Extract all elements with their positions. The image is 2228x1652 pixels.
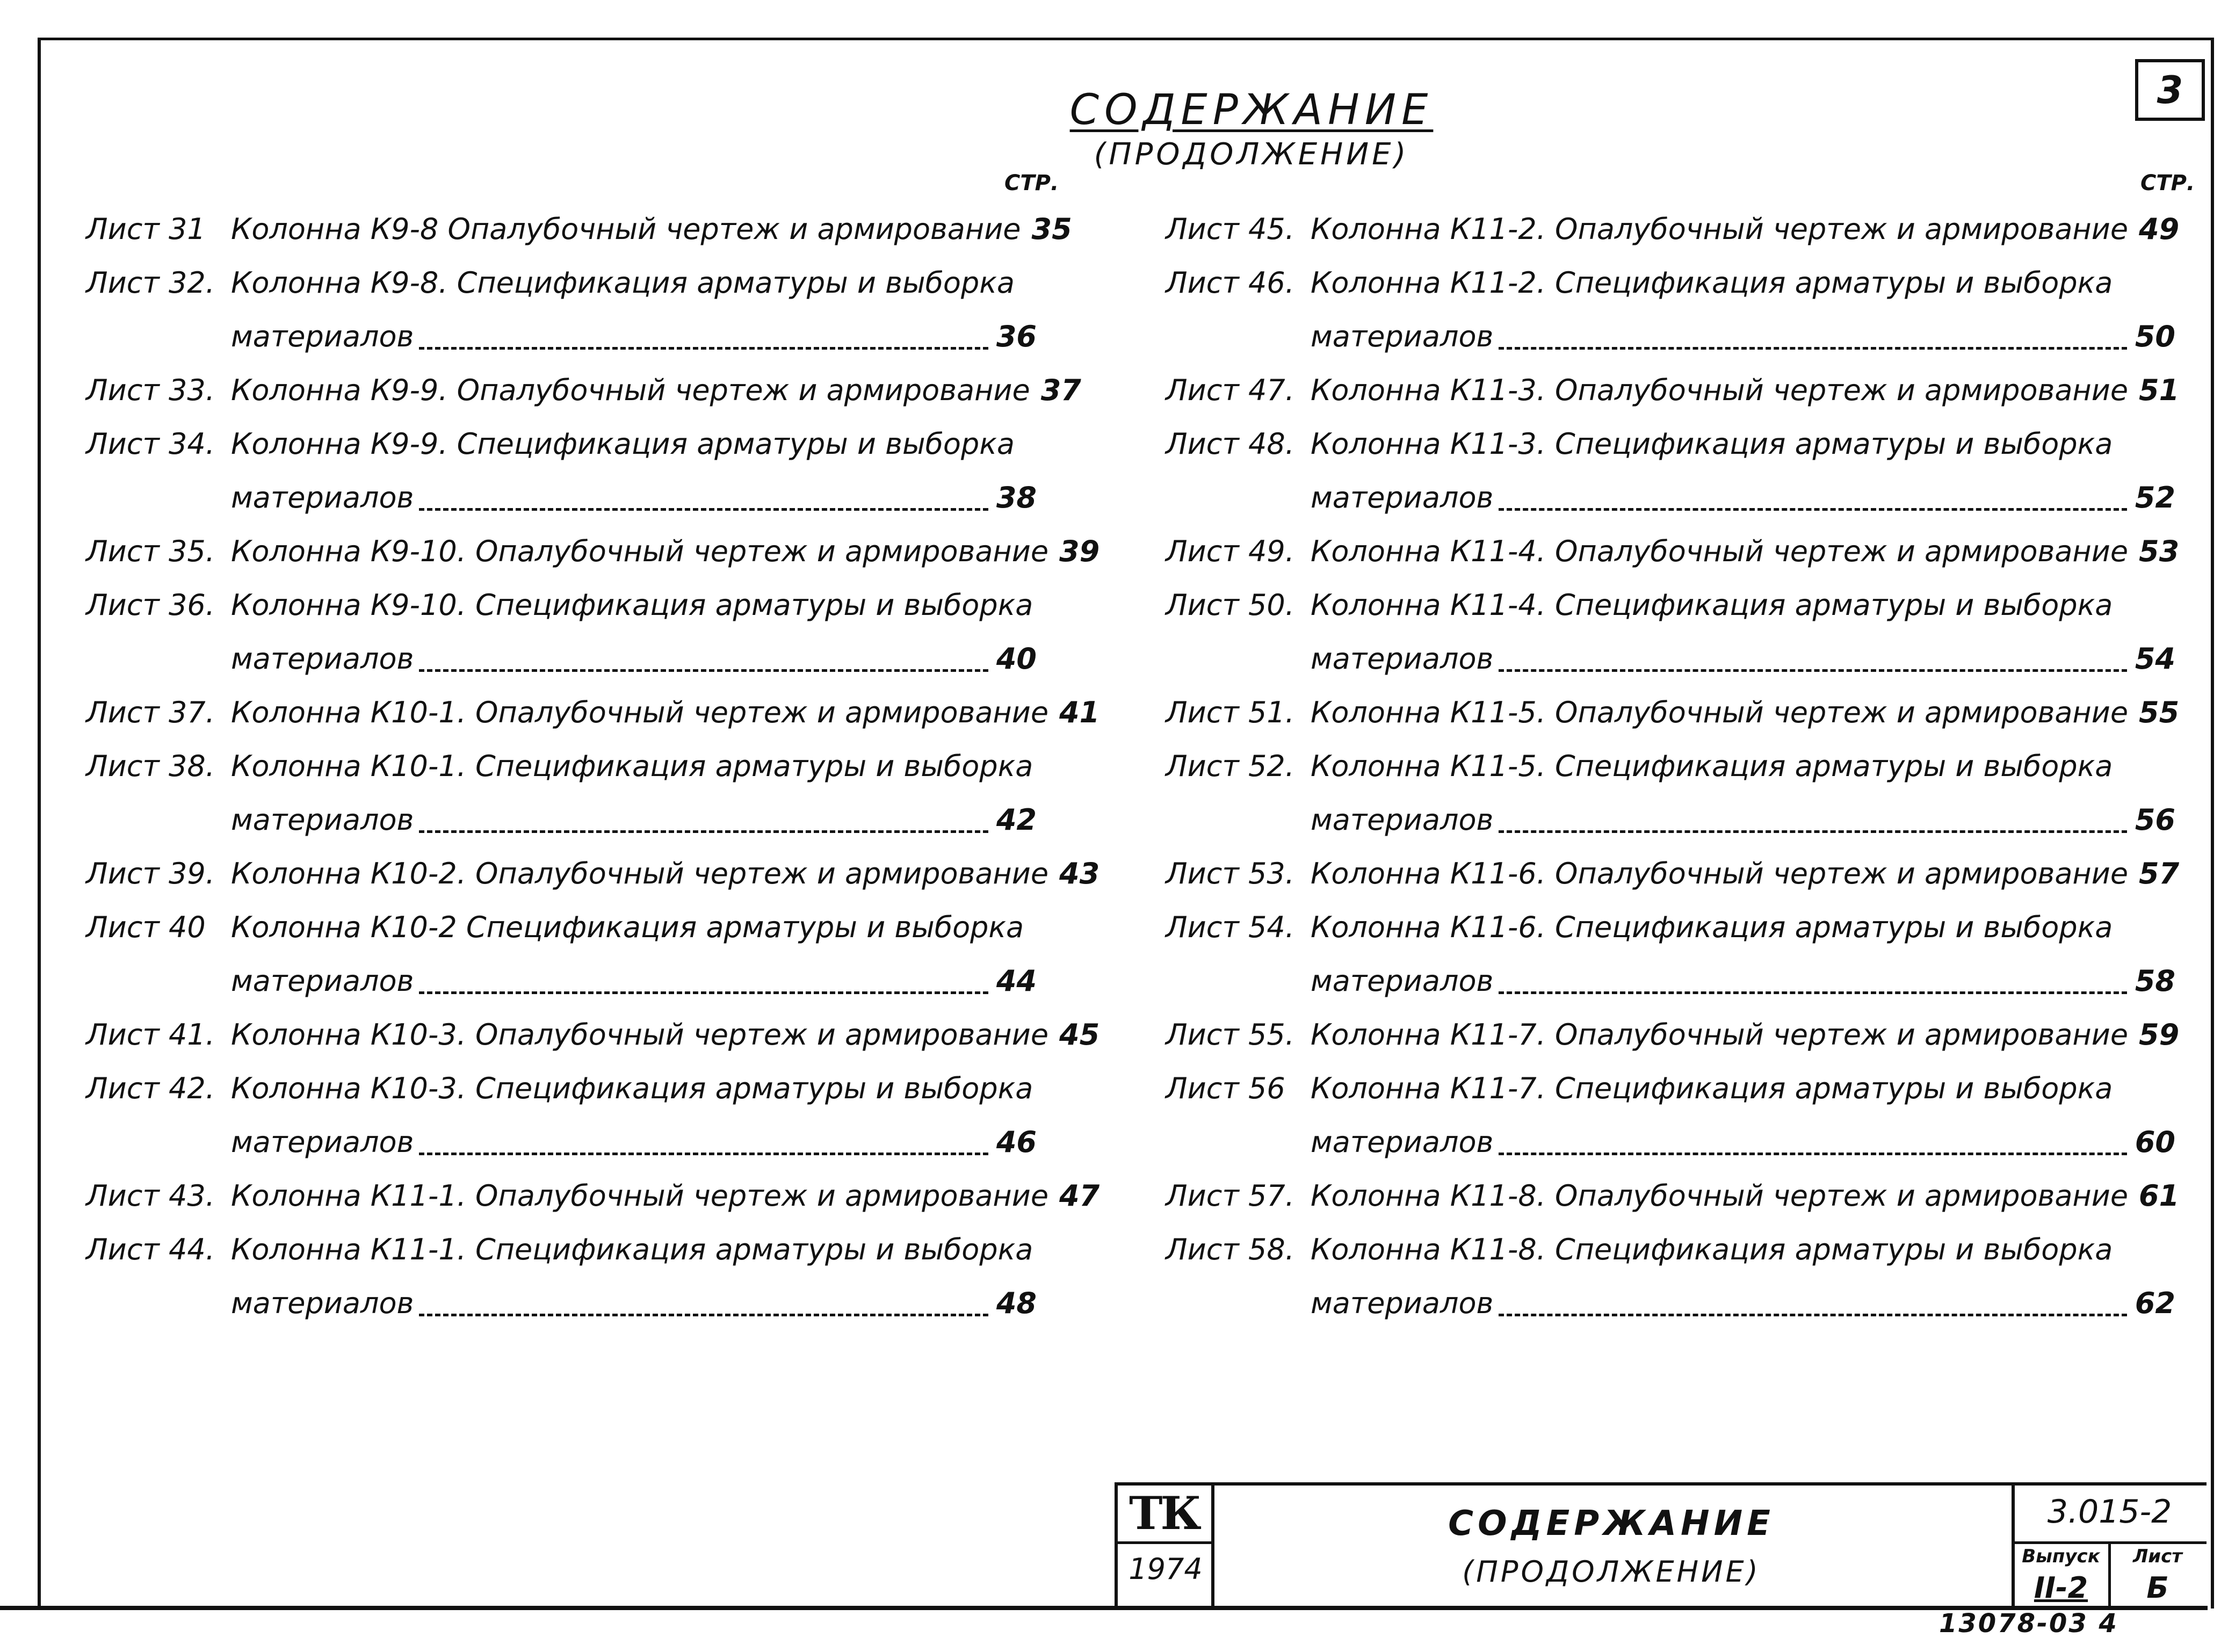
toc-entry <box>86 419 1037 526</box>
sheet-number: Лист 50. <box>1166 588 1294 622</box>
sheet-number: Лист 48. <box>1166 427 1294 461</box>
entry-title-continuation: материалов <box>1311 481 1494 515</box>
dot-leader <box>1499 669 2127 672</box>
toc-entry <box>1166 258 2175 365</box>
sheet-number: Лист 46. <box>1166 266 1294 300</box>
dot-leader <box>1499 508 2127 511</box>
title-block-title: СОДЕРЖАНИЕ <box>1448 1504 1775 1544</box>
entry-title: Колонна К11-3. Опалубочный чертеж и армирование <box>1311 373 2129 407</box>
entry-title-continuation: материалов <box>1311 320 1494 353</box>
page-ref: 45 <box>1059 1018 1100 1052</box>
entry-title: Колонна К11-4. Спецификация арматуры и выборка <box>1311 588 2113 622</box>
page-ref: 41 <box>1059 695 1100 729</box>
page-ref: 58 <box>2135 964 2175 998</box>
entry-title-continuation: материалов <box>231 803 414 837</box>
sheet-number: Лист 37. <box>86 695 215 729</box>
page-ref: 48 <box>996 1286 1037 1320</box>
sheet-number: Лист 47. <box>1166 373 1294 407</box>
entry-title-continuation: материалов <box>1311 1286 1494 1320</box>
entry-title-continuation: материалов <box>231 320 414 353</box>
dot-leader <box>419 991 988 994</box>
page-ref: 38 <box>996 481 1037 515</box>
toc-entry <box>1166 204 2180 258</box>
sheet-number: Лист 58. <box>1166 1233 1294 1266</box>
page-subtitle: (ПРОДОЛЖЕНИЕ) <box>1094 137 1409 172</box>
sheet-label: Лист <box>2133 1546 2182 1567</box>
page-ref: 61 <box>2139 1179 2180 1213</box>
sheet-number: Лист 49. <box>1166 534 1294 568</box>
tk-logo: ТК <box>1129 1487 1199 1540</box>
entry-title-continuation: материалов <box>231 481 414 515</box>
sheet-bottom-border <box>0 1606 2208 1610</box>
document-code: 3.015-2 <box>2047 1493 2172 1531</box>
sheet-number: Лист 45. <box>1166 212 1294 246</box>
toc-entry <box>86 1224 1037 1332</box>
title-block-divider <box>2108 1541 2111 1606</box>
entry-title: Колонна К10-1. Спецификация арматуры и выборка <box>231 749 1033 783</box>
sheet-number: Лист 52. <box>1166 749 1294 783</box>
toc-entry <box>1166 741 2175 849</box>
title-block-divider <box>1115 1541 1211 1544</box>
toc-entry <box>86 365 1081 419</box>
page-title: СОДЕРЖАНИЕ <box>1069 86 1434 134</box>
toc-entry <box>86 258 1037 365</box>
entry-title: Колонна К10-2. Опалубочный чертеж и армирование <box>231 857 1049 890</box>
toc-right-column <box>1166 204 2180 1332</box>
sheet-number: Лист 40 <box>86 910 206 944</box>
page-ref: 43 <box>1059 857 1100 890</box>
entry-title: Колонна К11-5. Спецификация арматуры и выборка <box>1311 749 2113 783</box>
page-ref: 39 <box>1059 534 1100 568</box>
page-ref: 51 <box>2139 373 2180 407</box>
sheet-number: Лист 36. <box>86 588 215 622</box>
entry-title-continuation: материалов <box>231 1125 414 1159</box>
sheet-number: Лист 56 <box>1166 1071 1285 1105</box>
toc-entry <box>86 580 1037 687</box>
sheet-number: Лист 57. <box>1166 1179 1294 1213</box>
entry-title: Колонна К11-1. Спецификация арматуры и выборка <box>231 1233 1033 1266</box>
title-block-divider <box>2012 1541 2207 1544</box>
toc-entry <box>86 741 1037 849</box>
entry-title: Колонна К9-10. Опалубочный чертеж и армирование <box>231 534 1049 568</box>
sheet-number: Лист 54. <box>1166 910 1294 944</box>
sheet-number: Лист 31 <box>86 212 206 246</box>
entry-title-continuation: материалов <box>231 1286 414 1320</box>
sheet-number: Лист 35. <box>86 534 215 568</box>
entry-title: Колонна К9-9. Опалубочный чертеж и армирование <box>231 373 1030 407</box>
entry-title: Колонна К11-6. Спецификация арматуры и выборка <box>1311 910 2113 944</box>
toc-entry <box>1166 526 2180 580</box>
left-page-column-header: СТР. <box>1004 171 1059 195</box>
toc-entry <box>1166 849 2180 902</box>
toc-entry <box>1166 419 2175 526</box>
entry-title: Колонна К9-8. Спецификация арматуры и выборка <box>231 266 1015 300</box>
toc-entry <box>1166 687 2180 741</box>
sheet-number: Лист 55. <box>1166 1018 1294 1052</box>
right-page-column-header: СТР. <box>2140 171 2195 195</box>
toc-left-column <box>86 204 1100 1332</box>
entry-title-continuation: материалов <box>231 642 414 676</box>
page-ref: 35 <box>1031 212 1072 246</box>
page-ref: 56 <box>2135 803 2175 837</box>
toc-entry <box>86 1171 1100 1224</box>
entry-title: Колонна К9-8 Опалубочный чертеж и армирование <box>231 212 1021 246</box>
dot-leader <box>1499 1314 2127 1316</box>
issue-value: II-2 <box>2034 1571 2088 1605</box>
dot-leader <box>419 1153 988 1155</box>
page-ref: 42 <box>996 803 1037 837</box>
entry-title: Колонна К11-2. Опалубочный чертеж и армирование <box>1311 212 2129 246</box>
toc-entry <box>1166 1224 2175 1332</box>
sheet-number: Лист 39. <box>86 857 215 890</box>
entry-title: Колонна К9-9. Спецификация арматуры и выборка <box>231 427 1015 461</box>
toc-entry <box>1166 902 2175 1010</box>
toc-entry <box>86 902 1037 1010</box>
sheet-value: Б <box>2146 1571 2169 1605</box>
title-block-divider <box>1115 1482 1118 1606</box>
page-ref: 50 <box>2135 320 2175 353</box>
page-ref: 60 <box>2135 1125 2175 1159</box>
page-ref: 49 <box>2139 212 2180 246</box>
page-ref: 37 <box>1040 373 1081 407</box>
page-ref: 47 <box>1059 1179 1100 1213</box>
toc-entry <box>1166 1171 2180 1224</box>
archive-number: 13078-03 4 <box>1939 1608 2118 1639</box>
entry-title: Колонна К10-2 Спецификация арматуры и выборка <box>231 910 1024 944</box>
entry-title: Колонна К11-7. Спецификация арматуры и выборка <box>1311 1071 2113 1105</box>
page-ref: 53 <box>2139 534 2180 568</box>
toc-entry <box>86 687 1100 741</box>
sheet-number: Лист 33. <box>86 373 215 407</box>
sheet-number: Лист 43. <box>86 1179 215 1213</box>
entry-title: Колонна К10-3. Опалубочный чертеж и армирование <box>231 1018 1049 1052</box>
dot-leader <box>419 1314 988 1316</box>
toc-entry <box>86 849 1100 902</box>
page-ref: 57 <box>2139 857 2180 890</box>
issue-label: Выпуск <box>2022 1546 2100 1567</box>
sheet-number: Лист 34. <box>86 427 215 461</box>
entry-title: Колонна К11-7. Опалубочный чертеж и армирование <box>1311 1018 2129 1052</box>
entry-title-continuation: материалов <box>1311 803 1494 837</box>
toc-entry <box>1166 1010 2180 1063</box>
entry-title: Колонна К11-2. Спецификация арматуры и выборка <box>1311 266 2113 300</box>
page-ref: 36 <box>996 320 1037 353</box>
page-ref: 44 <box>996 964 1037 998</box>
page-ref: 59 <box>2139 1018 2180 1052</box>
page-ref: 40 <box>996 642 1037 676</box>
dot-leader <box>1499 347 2127 350</box>
dot-leader <box>1499 1153 2127 1155</box>
sheet-number: Лист 53. <box>1166 857 1294 890</box>
entry-title-continuation: материалов <box>1311 964 1494 998</box>
page-number: 3 <box>2135 59 2205 121</box>
entry-title-continuation: материалов <box>231 964 414 998</box>
entry-title: Колонна К11-3. Спецификация арматуры и выборка <box>1311 427 2113 461</box>
sheet-number: Лист 51. <box>1166 695 1294 729</box>
dot-leader <box>1499 991 2127 994</box>
sheet-number: Лист 32. <box>86 266 215 300</box>
toc-entry <box>86 1063 1037 1171</box>
entry-title: Колонна К10-1. Опалубочный чертеж и армирование <box>231 695 1049 729</box>
year: 1974 <box>1129 1552 1203 1586</box>
title-block-top-border <box>1115 1482 2207 1486</box>
toc-entry <box>86 526 1100 580</box>
sheet-number: Лист 42. <box>86 1071 215 1105</box>
page-ref: 46 <box>996 1125 1037 1159</box>
dot-leader <box>1499 830 2127 833</box>
entry-title: Колонна К10-3. Спецификация арматуры и выборка <box>231 1071 1033 1105</box>
entry-title: Колонна К11-5. Опалубочный чертеж и армирование <box>1311 695 2129 729</box>
entry-title: Колонна К11-8. Спецификация арматуры и выборка <box>1311 1233 2113 1266</box>
title-block-subtitle: (ПРОДОЛЖЕНИЕ) <box>1462 1555 1761 1589</box>
entry-title-continuation: материалов <box>1311 642 1494 676</box>
page-ref: 52 <box>2135 481 2175 515</box>
page-ref: 55 <box>2139 695 2180 729</box>
entry-title: Колонна К11-4. Опалубочный чертеж и армирование <box>1311 534 2129 568</box>
dot-leader <box>419 508 988 511</box>
sheet-number: Лист 41. <box>86 1018 215 1052</box>
dot-leader <box>419 347 988 350</box>
entry-title: Колонна К9-10. Спецификация арматуры и выборка <box>231 588 1033 622</box>
sheet-number: Лист 44. <box>86 1233 215 1266</box>
page-ref: 62 <box>2135 1286 2175 1320</box>
sheet-number: Лист 38. <box>86 749 215 783</box>
toc-entry <box>86 204 1072 258</box>
toc-entry <box>86 1010 1100 1063</box>
entry-title: Колонна К11-6. Опалубочный чертеж и армирование <box>1311 857 2129 890</box>
dot-leader <box>419 669 988 672</box>
toc-entry <box>1166 365 2180 419</box>
toc-entry <box>1166 580 2175 687</box>
entry-title: Колонна К11-1. Опалубочный чертеж и армирование <box>231 1179 1049 1213</box>
dot-leader <box>419 830 988 833</box>
entry-title-continuation: материалов <box>1311 1125 1494 1159</box>
page-ref: 54 <box>2135 642 2175 676</box>
toc-entry <box>1166 1063 2175 1171</box>
entry-title: Колонна К11-8. Опалубочный чертеж и армирование <box>1311 1179 2129 1213</box>
